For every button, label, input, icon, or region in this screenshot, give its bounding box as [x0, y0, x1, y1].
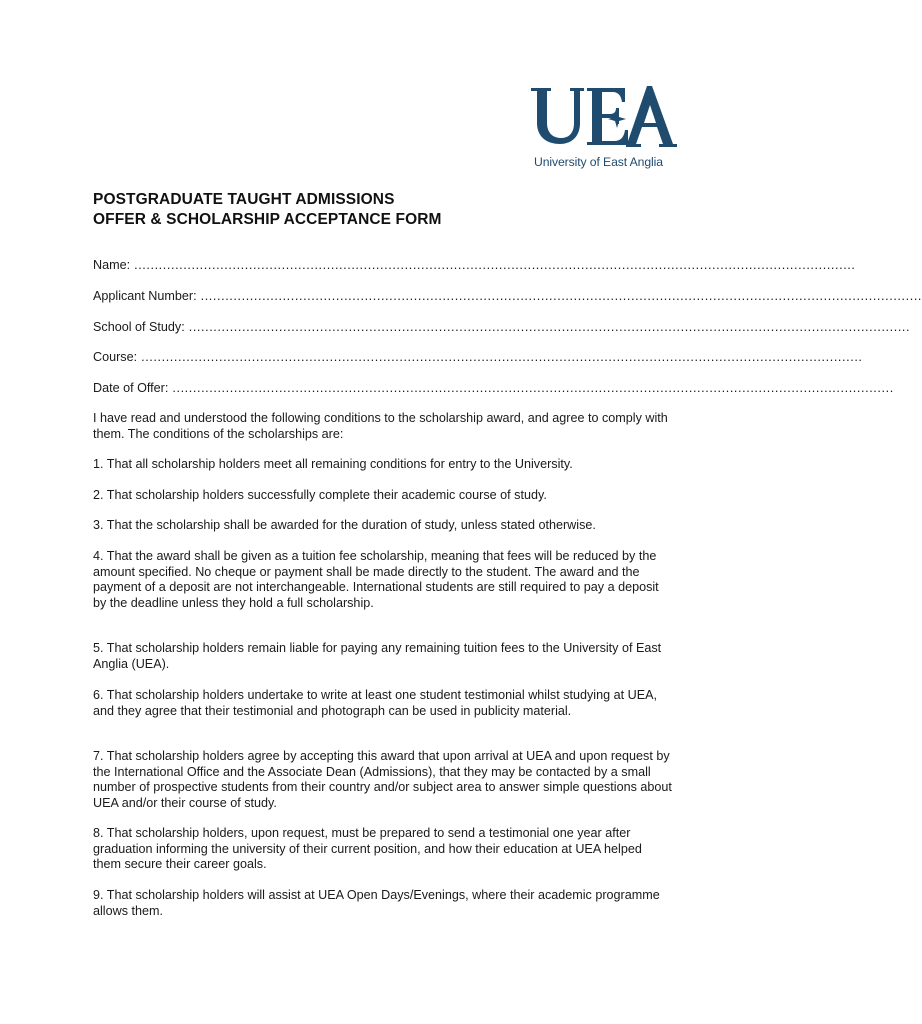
course-label: Course: [93, 350, 138, 364]
condition-item: 4. That the award shall be given as a tuition fee scholarship, meaning that fees will be reduced by the amount specified. No cheque or payment shall be made directly to the student. The award and the payment of a deposit are not interchangeable. International students are still required to pay a deposit by the deadline unless they hold a full scholarship. [93, 549, 659, 610]
applicant-number-field[interactable] [93, 288, 922, 304]
name-dotted-line[interactable]: ................................................................................................................................................................................ [134, 258, 856, 272]
condition-item: 5. That scholarship holders remain liable for paying any remaining tuition fees to the University of East Anglia (UEA). [93, 641, 662, 671]
school-of-study-label: School of Study: [93, 320, 185, 334]
title-line-1: POSTGRADUATE TAUGHT ADMISSIONS [93, 191, 395, 208]
applicant-number-label: Applicant Number: [93, 289, 197, 303]
school-of-study-dotted-line[interactable]: ................................................................................................................................................................................ [188, 320, 911, 334]
course-dotted-line[interactable]: ................................................................................................................................................................................ [141, 350, 863, 364]
name-field[interactable] [93, 257, 856, 273]
condition-item: 7. That scholarship holders agree by accepting this award that upon arrival at UEA and upon request by the International Office and the Associate Dean (Admissions), that they may be contacted by a small number of prospective students from their country and/or subject area to answer simple questions about UEA and/or their course of study. [93, 749, 672, 810]
condition-item: 2. That scholarship holders successfully complete their academic course of study. [93, 488, 547, 502]
date-of-offer-field[interactable] [93, 380, 894, 396]
uea-wordmark-icon [529, 84, 679, 154]
condition-item: 6. That scholarship holders undertake to write at least one student testimonial whilst studying at UEA, and they agree that their testimonial and photograph can be used in publicity material. [93, 688, 657, 718]
condition-item: 3. That the scholarship shall be awarded for the duration of study, unless stated otherwise. [93, 518, 596, 532]
condition-item: 1. That all scholarship holders meet all remaining conditions for entry to the University. [93, 457, 573, 471]
intro-paragraph: I have read and understood the following conditions to the scholarship award, and agree to comply with them. The conditions of the scholarships are: [93, 411, 668, 441]
date-of-offer-label: Date of Offer: [93, 381, 169, 395]
condition-item: 8. That scholarship holders, upon request, must be prepared to send a testimonial one year after graduation informing the university of their current position, and how their education at UEA helped them secure their career goals. [93, 826, 642, 872]
title-line-2: OFFER & SCHOLARSHIP ACCEPTANCE FORM [93, 211, 442, 228]
name-label: Name: [93, 258, 131, 272]
school-of-study-field[interactable] [93, 319, 911, 335]
course-field[interactable] [93, 349, 863, 365]
condition-item: 9. That scholarship holders will assist at UEA Open Days/Evenings, where their academic programme allows them. [93, 888, 660, 918]
logo-caption: University of East Anglia [534, 155, 663, 169]
date-of-offer-dotted-line[interactable]: ................................................................................................................................................................................ [172, 381, 894, 395]
page-title [93, 190, 442, 230]
applicant-number-dotted-line[interactable]: ................................................................................................................................................................................ [200, 289, 922, 303]
